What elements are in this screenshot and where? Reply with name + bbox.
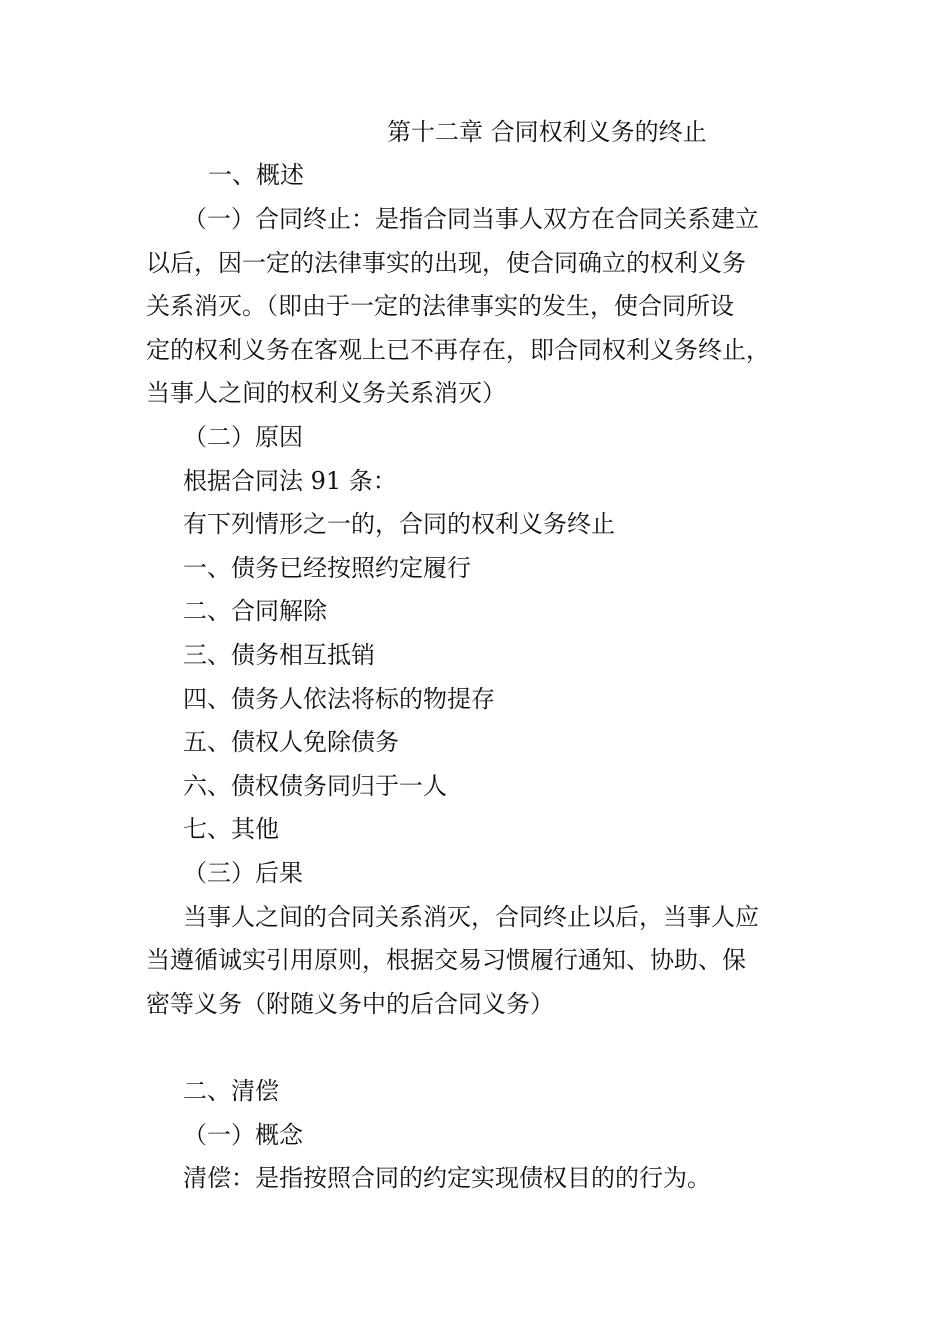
definition-line-2: 以后，因一定的法律事实的出现，使合同确立的权利义务 bbox=[146, 249, 746, 277]
list-item: 七、其他 bbox=[183, 815, 279, 843]
consequence-line-3: 密等义务（附随义务中的后合同义务） bbox=[146, 990, 554, 1018]
list-item: 二、合同解除 bbox=[183, 597, 327, 625]
performance-definition: 清偿：是指按照合同的约定实现债权目的的行为。 bbox=[183, 1164, 711, 1192]
list-item: 一、债务已经按照约定履行 bbox=[183, 554, 471, 582]
list-item: 六、债权债务同归于一人 bbox=[183, 772, 447, 800]
subheading-consequence: （三）后果 bbox=[183, 859, 303, 887]
subheading-cause: （二）原因 bbox=[183, 423, 303, 451]
definition-line-4: 定的权利义务在客观上已不再存在，即合同权利义务终止， bbox=[146, 336, 770, 364]
legal-basis: 根据合同法 91 条： bbox=[183, 467, 397, 495]
section-heading-performance: 二、清偿 bbox=[183, 1077, 279, 1105]
list-item: 四、债务人依法将标的物提存 bbox=[183, 685, 495, 713]
subheading-concept: （一）概念 bbox=[183, 1121, 303, 1149]
definition-line-5: 当事人之间的权利义务关系消灭） bbox=[146, 379, 506, 407]
definition-line-3: 关系消灭。（即由于一定的法律事实的发生，使合同所设 bbox=[146, 292, 734, 320]
consequence-line-2: 当遵循诚实引用原则，根据交易习惯履行通知、协助、保 bbox=[146, 946, 746, 974]
list-item: 五、债权人免除债务 bbox=[183, 728, 399, 756]
definition-line-1: （一）合同终止：是指合同当事人双方在合同关系建立 bbox=[183, 205, 759, 233]
list-item: 三、债务相互抵销 bbox=[183, 641, 375, 669]
lead-in-text: 有下列情形之一的，合同的权利义务终止 bbox=[183, 510, 615, 538]
chapter-title: 第十二章 合同权利义务的终止 bbox=[387, 118, 707, 146]
section-heading-overview: 一、概述 bbox=[208, 161, 304, 189]
consequence-line-1: 当事人之间的合同关系消灭，合同终止以后，当事人应 bbox=[183, 903, 759, 931]
